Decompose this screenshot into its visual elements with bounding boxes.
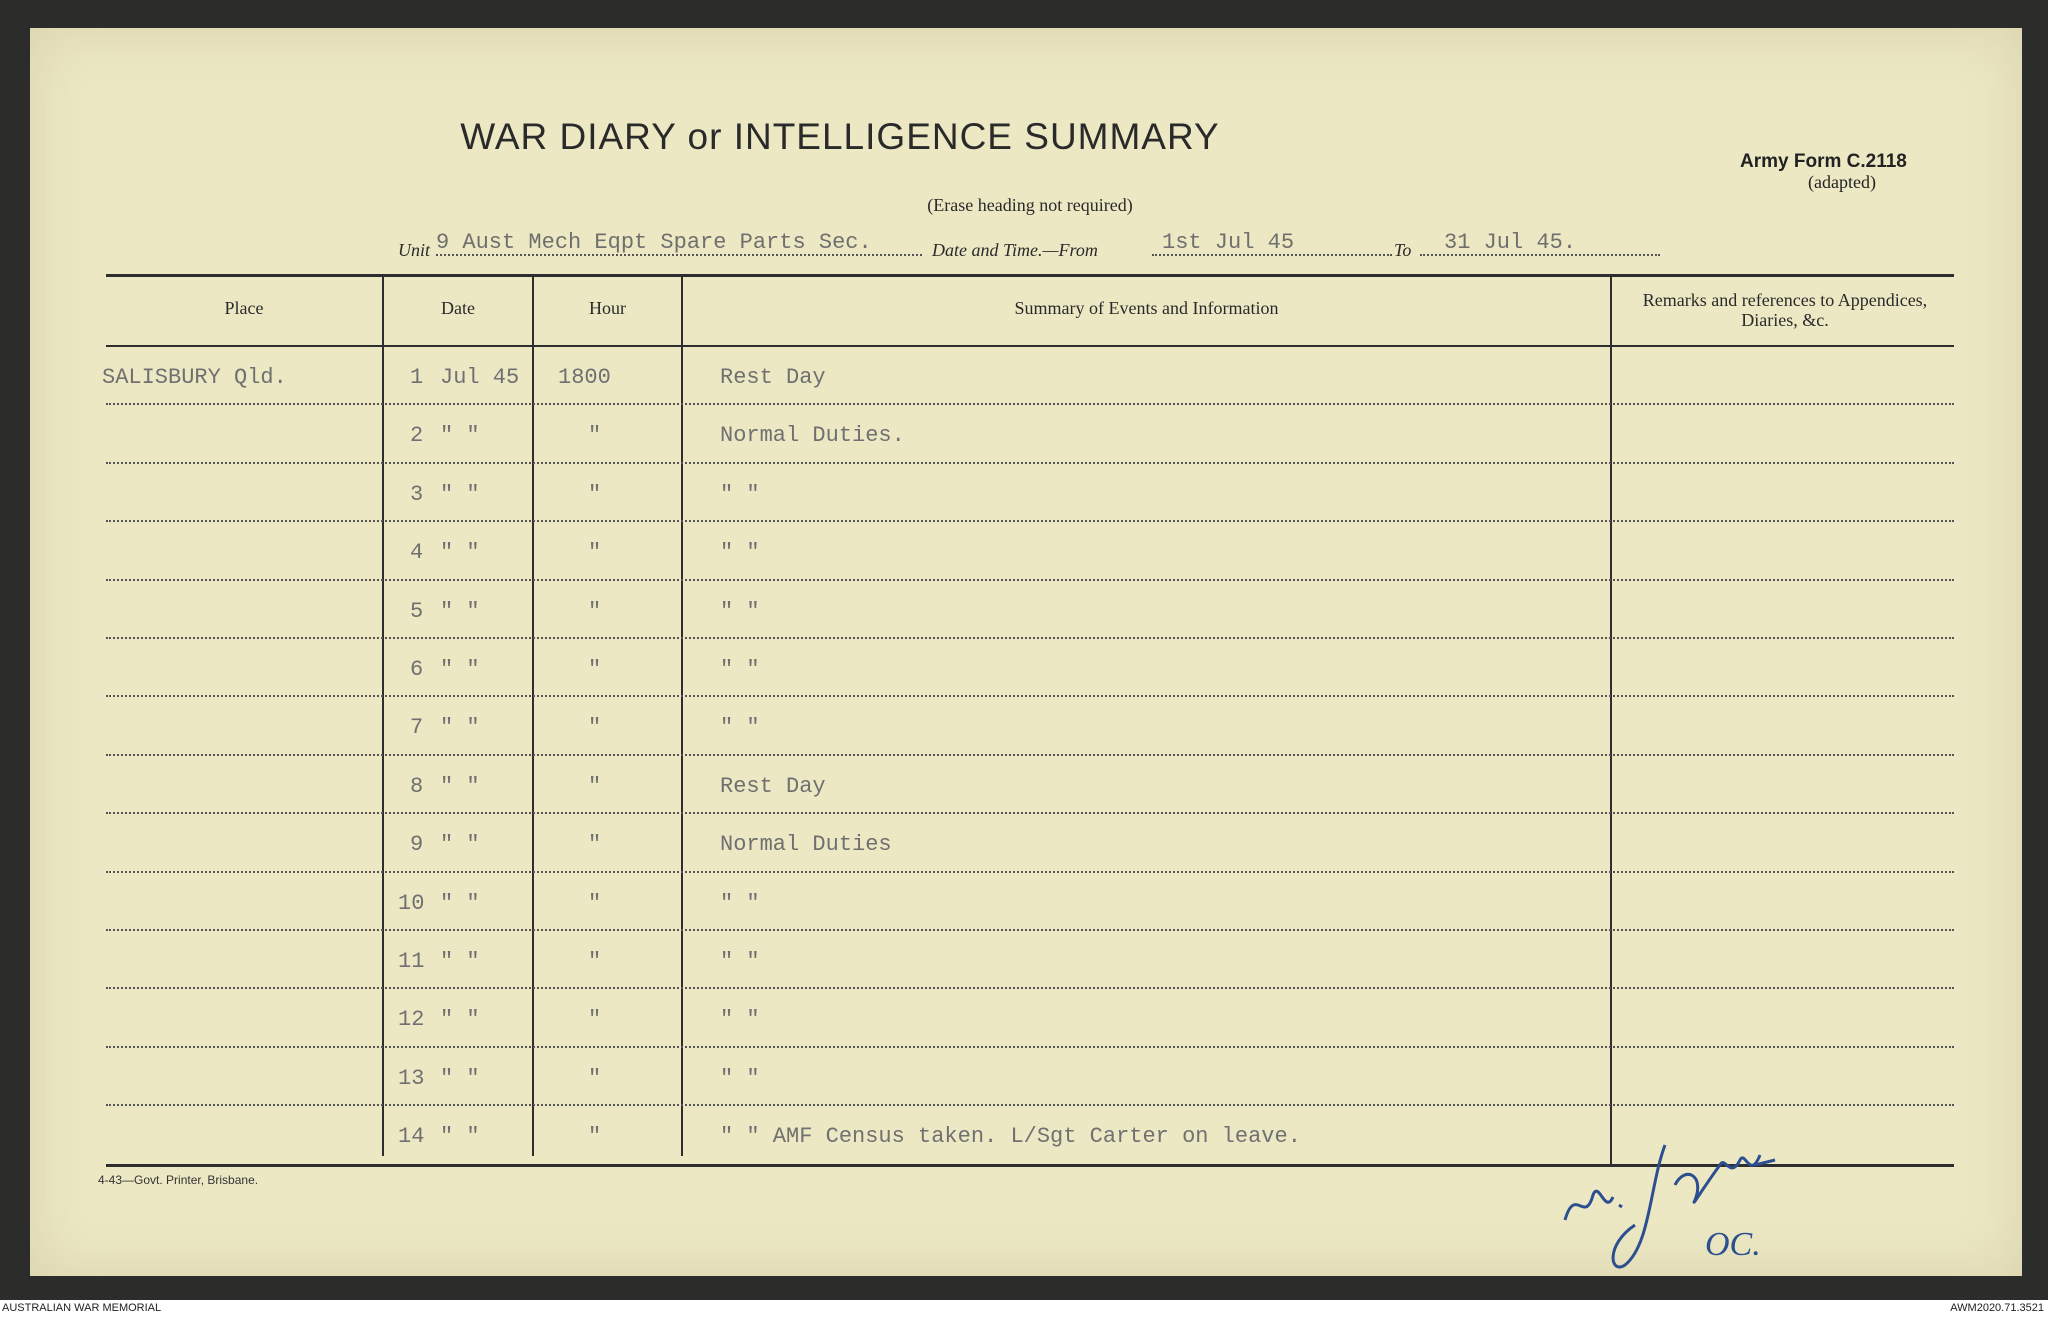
table-row-day: 2 — [410, 423, 424, 449]
table-row-month: " " — [440, 598, 480, 624]
table-row-separator — [106, 929, 1954, 931]
table-row-summary: " " — [720, 715, 760, 741]
table-row-day: 14 — [398, 1124, 425, 1150]
table-row-hour: " — [588, 715, 602, 741]
table-row-day: 12 — [398, 1007, 425, 1033]
table-row-separator — [106, 579, 1954, 581]
form-title: WAR DIARY or INTELLIGENCE SUMMARY — [460, 116, 1220, 157]
table-row-summary: Rest Day — [720, 365, 826, 390]
table-row-summary: " " — [720, 540, 760, 566]
table-row-separator — [106, 1104, 1954, 1106]
printer-imprint: 4-43—Govt. Printer, Brisbane. — [98, 1173, 259, 1187]
table-row-day: 4 — [410, 540, 424, 566]
table-row-hour: " — [588, 890, 602, 916]
table-row-month: " " — [440, 1007, 480, 1033]
table-row-summary: Rest Day — [720, 773, 826, 799]
from-dotline — [1152, 254, 1392, 256]
table-row-day: 6 — [410, 657, 424, 682]
table-row-separator — [106, 1046, 1954, 1048]
table-row-hour: " — [588, 423, 602, 449]
column-header-place: Place — [224, 298, 264, 318]
handwritten-signature — [1555, 1125, 1815, 1275]
table-row-month: " " — [440, 949, 480, 974]
unit-dotline — [436, 254, 922, 256]
col-divider-date — [532, 274, 534, 1156]
table-row-month: " " — [440, 773, 480, 799]
table-row-hour: " — [588, 540, 602, 566]
table-row-summary: " " — [720, 949, 760, 974]
column-header-remarks: Remarks and references to Appendices, Diaries, &c. — [1642, 290, 1928, 330]
table-row-month: " " — [440, 1065, 480, 1091]
column-header-summary: Summary of Events and Information — [1014, 298, 1279, 318]
table-row-hour: " — [588, 598, 602, 624]
signature-title: OC. — [1705, 1226, 1761, 1263]
to-dotline — [1420, 254, 1660, 256]
table-row-hour: " — [588, 1124, 602, 1150]
table-row-hour: " — [588, 657, 602, 682]
table-row-hour: 1800 — [558, 365, 611, 390]
table-row-separator — [106, 812, 1954, 814]
unit-value: 9 Aust Mech Eqpt Spare Parts Sec. — [436, 230, 872, 255]
table-row-day: 1 — [410, 365, 424, 390]
table-row-day: 3 — [410, 481, 424, 507]
table-row-separator — [106, 695, 1954, 697]
date-time-label: Date and Time.—From — [932, 240, 1098, 260]
table-row-month: " " — [440, 423, 480, 449]
archive-footer-left: AUSTRALIAN WAR MEMORIAL — [2, 1302, 162, 1314]
column-header-date: Date — [441, 298, 475, 318]
table-row-day: 10 — [398, 890, 425, 916]
table-row-summary: " " AMF Census taken. L/Sgt Carter on leave. — [720, 1124, 1301, 1150]
unit-label: Unit — [398, 240, 431, 260]
table-row-day: 5 — [410, 598, 424, 624]
to-label: To — [1394, 240, 1412, 260]
col-divider-summary — [1610, 274, 1612, 1164]
table-row-month: Jul 45 — [440, 365, 520, 390]
army-form-number: Army Form C.2118 — [1740, 151, 1907, 172]
table-row-separator — [106, 871, 1954, 873]
table-row-hour: " — [588, 1007, 602, 1033]
table-row-day: 13 — [398, 1065, 425, 1091]
table-row-summary: " " — [720, 481, 760, 507]
archive-footer — [0, 1300, 2048, 1317]
table-row-separator — [106, 637, 1954, 639]
army-form-note: (adapted) — [1808, 172, 1876, 192]
table-row-month: " " — [440, 832, 480, 858]
table-row-month: " " — [440, 657, 480, 682]
from-value: 1st Jul 45 — [1162, 230, 1295, 255]
table-row-place: SALISBURY Qld. — [102, 365, 287, 390]
table-row-hour: " — [588, 773, 602, 799]
column-header-hour: Hour — [589, 298, 626, 318]
table-row-summary: " " — [720, 890, 760, 916]
table-row-hour: " — [588, 949, 602, 974]
table-row-day: 7 — [410, 715, 424, 741]
table-row-hour: " — [588, 481, 602, 507]
col-divider-hour — [681, 274, 683, 1156]
form-subtitle: (Erase heading not required) — [927, 195, 1133, 215]
table-row-hour: " — [588, 832, 602, 858]
table-row-day: 9 — [410, 832, 424, 858]
col-divider-place — [382, 274, 384, 1156]
table-row-summary: " " — [720, 598, 760, 624]
table-row-separator — [106, 754, 1954, 756]
table-row-separator — [106, 403, 1954, 405]
to-value: 31 Jul 45. — [1444, 230, 1577, 255]
table-row-month: " " — [440, 890, 480, 916]
archive-footer-right: AWM2020.71.3521 — [1950, 1302, 2044, 1314]
table-row-summary: " " — [720, 657, 760, 682]
table-row-summary: " " — [720, 1007, 760, 1033]
table-row-day: 11 — [398, 949, 425, 974]
table-row-summary: " " — [720, 1065, 760, 1091]
table-row-separator — [106, 462, 1954, 464]
table-row-month: " " — [440, 540, 480, 566]
table-row-day: 8 — [410, 773, 424, 799]
table-row-summary: Normal Duties. — [720, 423, 905, 449]
table-row-summary: Normal Duties — [720, 832, 892, 858]
table-row-hour: " — [588, 1065, 602, 1091]
table-row-separator — [106, 520, 1954, 522]
table-row-month: " " — [440, 481, 480, 507]
table-row-month: " " — [440, 1124, 480, 1150]
table-row-separator — [106, 987, 1954, 989]
table-row-month: " " — [440, 715, 480, 741]
